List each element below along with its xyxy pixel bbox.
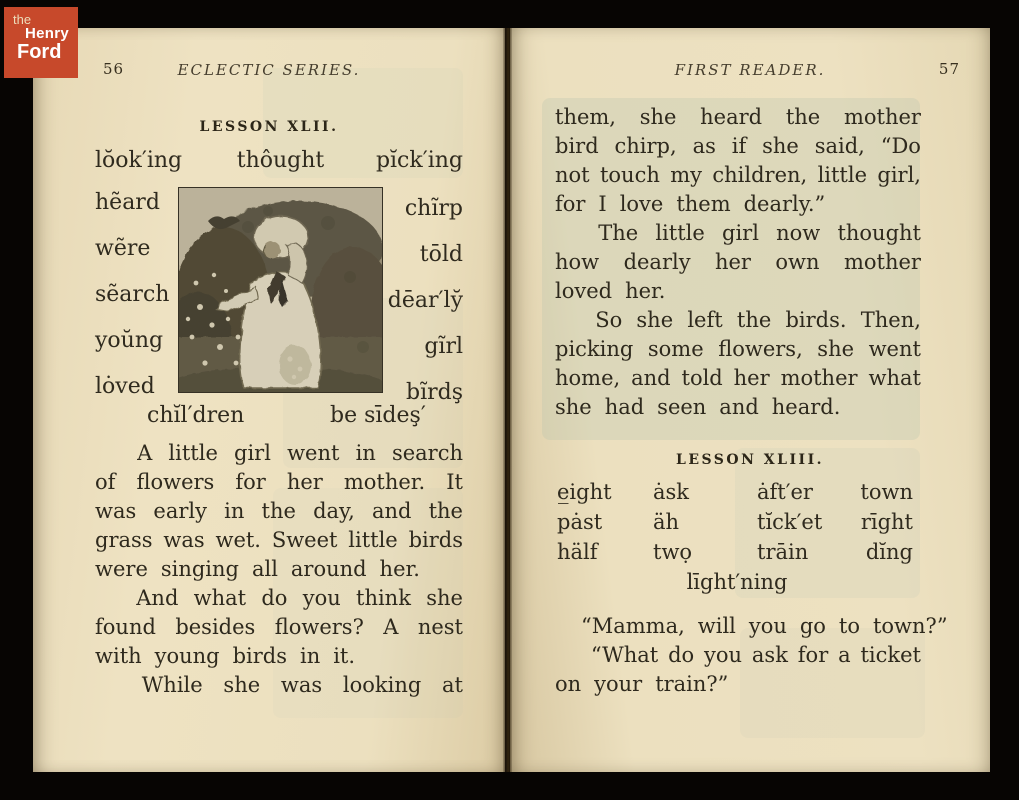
vocab-word: äh [653, 510, 680, 534]
text-line: them, she heard the mother [555, 105, 921, 129]
dialogue-line: “What do you ask for a ticket [590, 643, 921, 667]
vocab-word: lȯved [95, 374, 155, 399]
vocab-word: lŏok′ing [95, 148, 183, 173]
vocab-word: sẽarch [95, 282, 170, 307]
vocab-word: town [860, 480, 913, 504]
text-line: for I love them dearly.” [555, 192, 826, 216]
running-head-left: ECLECTIC SERIES. [177, 61, 361, 79]
text-line: not touch my children, little girl, [555, 163, 921, 187]
vocab-word: dēar′ly̆ [387, 288, 463, 313]
text-line: with young birds in it. [95, 644, 356, 668]
vocab-word: gĩrl [424, 334, 463, 359]
vocab-word: līght′ning [686, 570, 788, 594]
vocab-word: e̲ight [557, 480, 612, 504]
lesson-xlii-title: LESSON XLII. [199, 119, 339, 135]
vocab-word: tōld [419, 242, 463, 267]
vocab-word: tĭck′et [757, 510, 823, 534]
text-line: grass was wet. Sweet little birds [95, 528, 463, 552]
text-line: bird chirp, as if she said, “Do [555, 134, 921, 158]
logo-henry: Henry [25, 25, 70, 42]
vocab-word: be sīdeş′ [330, 403, 426, 428]
text-line: found besides flowers? A nest [95, 615, 463, 639]
text-line: of flowers for her mother. It [95, 470, 463, 494]
vocab-word: pȧst [557, 510, 603, 534]
vocab-word: bĩrdş [405, 380, 463, 405]
running-head-right: FIRST READER. [674, 61, 826, 79]
girl-picking-flowers-illustration [178, 187, 383, 393]
logo-the: the [13, 12, 32, 27]
page-number-57: 57 [938, 60, 960, 78]
page-number-56: 56 [103, 60, 125, 78]
vocab-word: hälf [557, 540, 598, 564]
text-line: she had seen and heard. [555, 395, 841, 419]
vocab-word: ȧft′er [757, 480, 813, 504]
vocab-word: dĭng [865, 540, 913, 564]
vocab-word: hẽard [95, 190, 160, 215]
text-line: were singing all around her. [95, 557, 420, 581]
vocab-word: pĭck′ing [375, 148, 463, 173]
dialogue-line: on your train?” [555, 672, 729, 696]
text-line: was early in the day, and the [95, 499, 463, 523]
text-line: And what do you think she [136, 586, 463, 610]
vocab-word: ȧsk [653, 480, 690, 504]
text-line: The little girl now thought [598, 221, 921, 245]
vocab-word: twọ [653, 540, 693, 564]
text-line: how dearly her own mother [555, 250, 921, 274]
vocab-word: wẽre [95, 236, 151, 261]
logo-ford: Ford [17, 41, 62, 63]
text-line: home, and told her mother what [555, 366, 921, 390]
lesson-xliii-title: LESSON XLIII. [675, 452, 825, 468]
page-57 [510, 28, 990, 772]
text-line: loved her. [555, 279, 666, 303]
text-line: So she left the birds. Then, [595, 308, 921, 332]
vocab-word: yoŭng [95, 328, 164, 353]
page-56 [33, 28, 505, 772]
text-line: While she was looking at [141, 673, 463, 697]
vocab-word: chĩrp [404, 196, 463, 221]
text-line: picking some flowers, she went [555, 337, 921, 361]
book-spread [33, 28, 990, 772]
vocab-word: trāin [757, 540, 809, 564]
text-line: A little girl went in search [137, 441, 463, 465]
book-gutter [503, 28, 512, 772]
page-56-paragraphs [95, 441, 463, 702]
page-57-paragraphs [555, 105, 921, 424]
henry-ford-logo [4, 7, 78, 78]
vocab-word: chĭl′dren [147, 403, 245, 428]
vocab-word: rīght [860, 510, 913, 534]
page-57-dialogue [555, 614, 948, 701]
dialogue-line: “Mamma, will you go to town?” [581, 614, 948, 638]
vocab-word: thôught [236, 148, 325, 173]
